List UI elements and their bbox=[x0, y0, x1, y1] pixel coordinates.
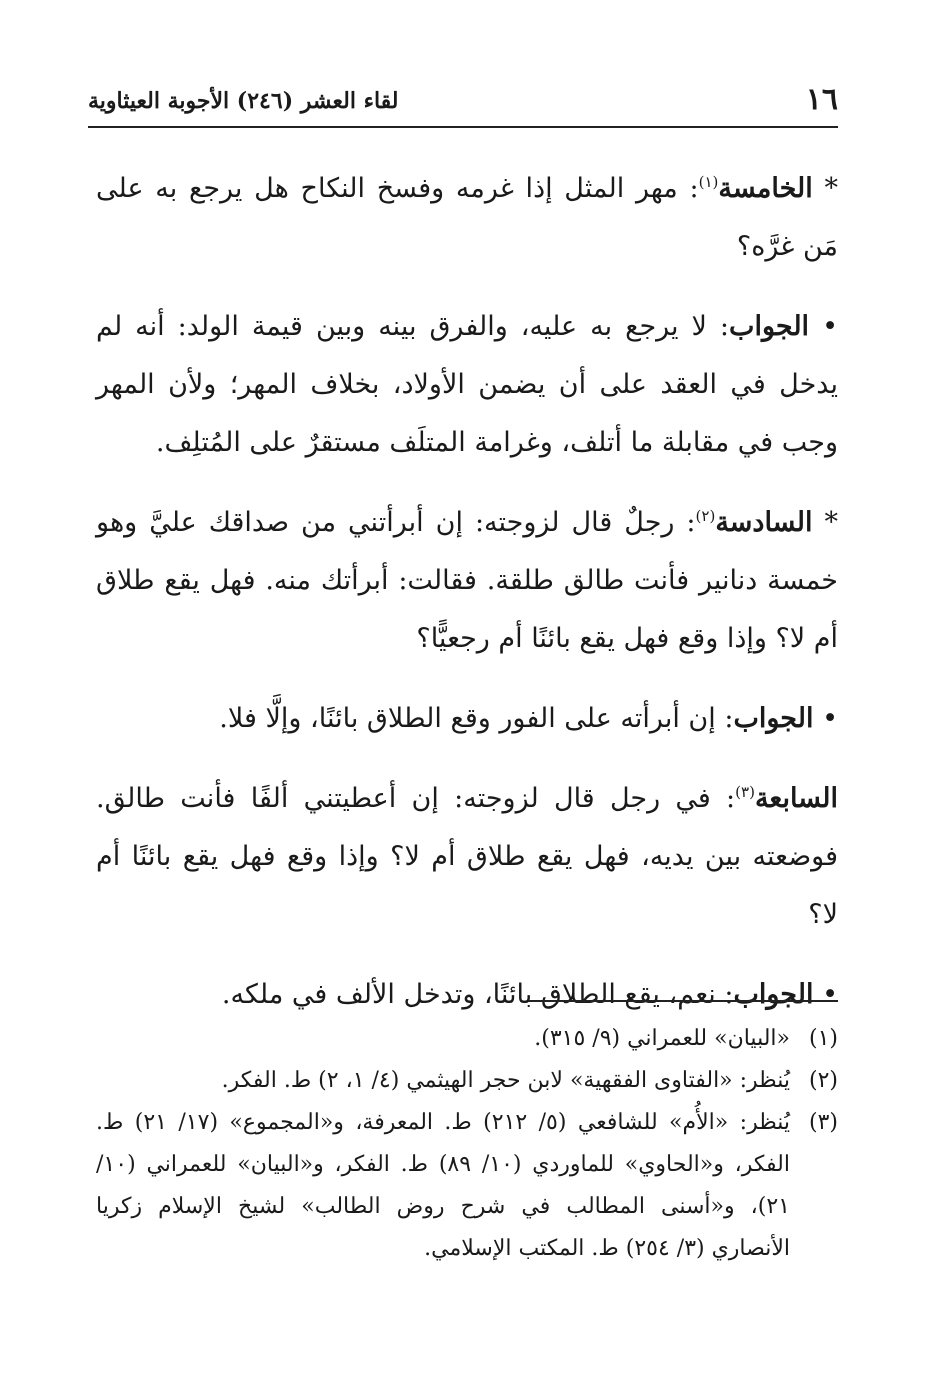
section-label: الجواب bbox=[729, 311, 810, 342]
bullet-marker: • bbox=[822, 311, 838, 342]
footnote-3 bbox=[96, 1102, 838, 1270]
footnote-text: «البيان» للعمراني (٩/ ٣١٥). bbox=[534, 1026, 790, 1051]
question-6 bbox=[96, 494, 838, 668]
section-label: الجواب bbox=[733, 703, 814, 734]
footnote-text: يُنظر: «الأُم» للشافعي (٥/ ٢١٢) ط. المعرفة، و«المجموع» (١٧/ ٢١) ط. الفكر، و«الحاوي» للماوردي (١٠/ ٨٩) ط. الفكر، و«البيان» للعمراني (١٠/ ٢١)، و«أسنى المطالب في شرح روض الطالب» لشيخ الإسلام زكريا الأنصاري (٣/ ٢٥٤) ط. المكتب الإسلامي. bbox=[96, 1110, 791, 1261]
paragraph-text: : مهر المثل إذا غرمه وفسخ النكاح هل يرجع به على مَن غرَّه؟ bbox=[96, 173, 838, 262]
footnote-number: (١) bbox=[808, 1026, 838, 1051]
bullet-marker: • bbox=[822, 703, 838, 734]
footnote-text: يُنظر: «الفتاوى الفقهية» لابن حجر الهيثمي (٤/ ١، ٢) ط. الفكر. bbox=[221, 1068, 790, 1093]
section-label: السابعة bbox=[754, 783, 838, 814]
footnote-ref[interactable]: (٣) bbox=[735, 783, 755, 801]
footnotes bbox=[96, 1018, 838, 1270]
running-title: لقاء العشر (٢٤٦) الأجوبة العيثاوية bbox=[88, 88, 399, 114]
footnote-separator bbox=[528, 1000, 838, 1002]
page-number: ١٦ bbox=[805, 82, 838, 117]
section-label: السادسة bbox=[715, 507, 813, 538]
running-header bbox=[88, 82, 838, 128]
footnote-number: (٢) bbox=[808, 1068, 838, 1093]
paragraph-text: : إن أبرأته على الفور وقع الطلاق بائنًا، وإلَّا فلا. bbox=[219, 703, 734, 734]
bullet-marker: • bbox=[822, 979, 838, 1010]
footnote-ref[interactable]: (١) bbox=[698, 173, 719, 191]
answer-7 bbox=[96, 966, 838, 1024]
bullet-marker: * bbox=[824, 173, 838, 204]
answer-5 bbox=[96, 298, 838, 472]
paragraph-text: : رجلٌ قال لزوجته: إن أبرأتني من صداقك عليَّ وهو خمسة دنانير فأنت طالق طلقة. فقالت: أبرأتك منه. فهل يقع طلاق أم لا؟ وإذا وقع فهل يقع بائنًا أم رجعيًّا؟ bbox=[96, 507, 838, 654]
bullet-marker: * bbox=[824, 507, 838, 538]
question-5 bbox=[96, 160, 838, 276]
footnote-2 bbox=[96, 1060, 838, 1102]
section-label: الخامسة bbox=[718, 173, 813, 204]
paragraph-text: : نعم، يقع الطلاق بائنًا، وتدخل الألف في ملكه. bbox=[221, 979, 734, 1010]
main-text bbox=[96, 160, 838, 1046]
footnote-number: (٣) bbox=[808, 1110, 838, 1135]
footnote-1 bbox=[96, 1018, 838, 1060]
paragraph-text: : في رجل قال لزوجته: إن أعطيتني ألفًا فأنت طالق. فوضعته بين يديه، فهل يقع طلاق أم لا؟ وإذا وقع فهل يقع بائنًا أم لا؟ bbox=[96, 783, 838, 930]
paragraph-text: : لا يرجع به عليه، والفرق بينه وبين قيمة الولد: أنه لم يدخل في العقد على أن يضمن الأولاد، بخلاف المهر؛ ولأن المهر وجب في مقابلة ما أتلف، وغرامة المتلَف مستقرٌ على المُتلِف. bbox=[96, 311, 838, 458]
question-7 bbox=[96, 770, 838, 944]
footnote-ref[interactable]: (٢) bbox=[695, 507, 716, 525]
section-label: الجواب bbox=[733, 979, 814, 1010]
answer-6 bbox=[96, 690, 838, 748]
